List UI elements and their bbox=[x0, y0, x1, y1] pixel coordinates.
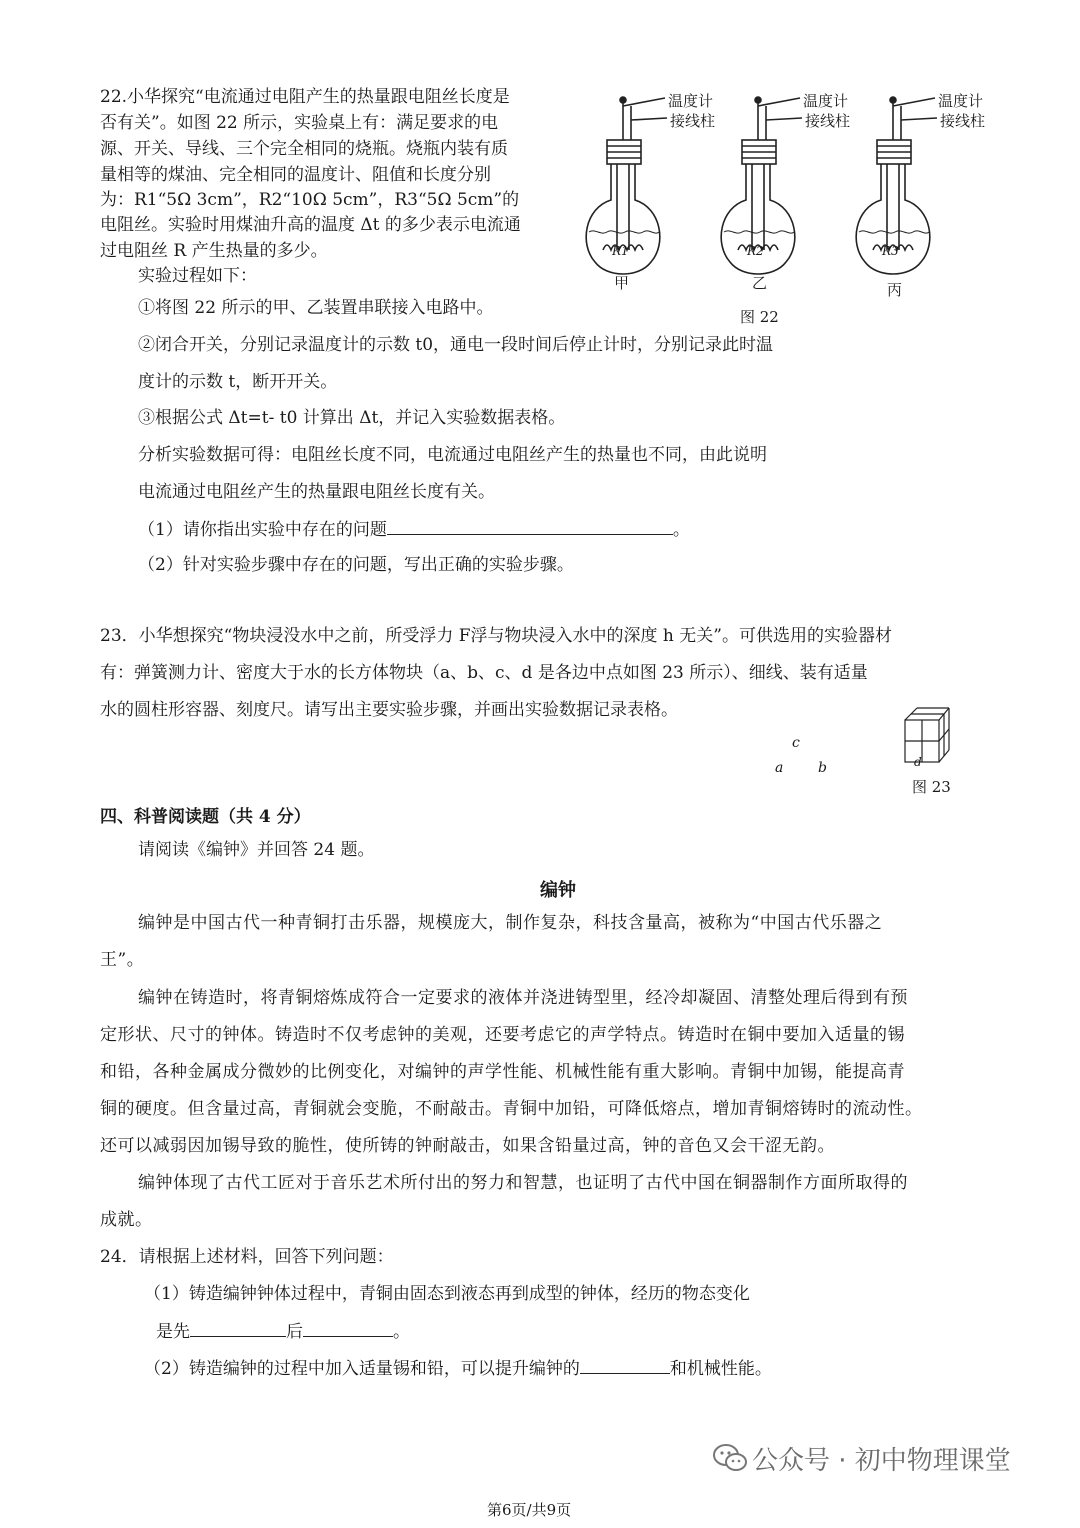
q24-sub-1-mid: 后 bbox=[286, 1322, 303, 1342]
q22-sub-1-end: 。 bbox=[672, 520, 690, 540]
q22-line-3: 源、开关、导线、三个完全相同的烧瓶。烧瓶内装有质 bbox=[100, 139, 508, 159]
fig23-label-c: c bbox=[792, 735, 800, 751]
article-p1-line-1: 编钟是中国古代一种青铜打击乐器，规模庞大，制作复杂，科技含量高，被称为“中国古代乐器之 bbox=[138, 913, 883, 933]
article-p1-line-2: 王”。 bbox=[100, 950, 145, 970]
section-4-intro: 请阅读《编钟》并回答 24 题。 bbox=[138, 840, 375, 860]
page-footer: 第6页/共9页 bbox=[487, 1501, 572, 1519]
q22-process-title: 实验过程如下： bbox=[138, 266, 257, 286]
fig22-jia-thermometer-label: 温度计 bbox=[668, 92, 714, 110]
q22-line-2: 否有关”。如图 22 所示，实验桌上有：满足要求的电 bbox=[100, 113, 499, 133]
wechat-icon bbox=[712, 1442, 748, 1474]
article-title: 编钟 bbox=[540, 880, 576, 901]
q23-line-1: 23．小华想探究“物块浸没水中之前，所受浮力 F浮与物块浸入水中的深度 h 无关”。可供选用的实验器材 bbox=[100, 626, 892, 646]
fig23-label-a: a bbox=[775, 760, 784, 776]
fig22-jia-terminal-label: 接线柱 bbox=[670, 112, 716, 130]
q22-line-6: 电阻丝。实验时用煤油升高的温度 Δt 的多少表示电流通 bbox=[100, 215, 521, 235]
fig22-name-yi: 乙 bbox=[752, 274, 768, 292]
q22-step-2b: 度计的示数 t，断开开关。 bbox=[138, 372, 338, 392]
article-p2-line-3: 和铅，各种金属成分微妙的比例变化，对编钟的声学性能、机械性能有重大影响。青铜中加锡，能提高青 bbox=[100, 1062, 905, 1082]
fig22-name-jia: 甲 bbox=[614, 274, 630, 292]
article-p3-line-2: 成就。 bbox=[100, 1210, 153, 1230]
q24-sub-1-pre: 是先 bbox=[156, 1322, 190, 1342]
section-4-heading: 四、科普阅读题（共 4 分） bbox=[100, 807, 311, 827]
fig22-caption: 图 22 bbox=[740, 308, 779, 326]
figure-23-block bbox=[903, 704, 951, 766]
q22-sub-2: （2）针对实验步骤中存在的问题，写出正确的实验步骤。 bbox=[138, 555, 574, 575]
fig23-caption: 图 23 bbox=[912, 778, 951, 796]
fig22-resistor-r3: R3 bbox=[882, 244, 899, 258]
q24-sub-2-post: 和机械性能。 bbox=[669, 1359, 772, 1379]
q24-stem: 24．请根据上述材料，回答下列问题： bbox=[100, 1247, 394, 1267]
q22-sub-1-text: （1）请你指出实验中存在的问题 bbox=[138, 520, 387, 540]
fig22-yi-terminal-label: 接线柱 bbox=[805, 112, 851, 130]
q22-line-1: 22.小华探究“电流通过电阻产生的热量跟电阻丝长度是 bbox=[100, 87, 510, 107]
q22-step-1: ①将图 22 所示的甲、乙装置串联接入电路中。 bbox=[138, 298, 494, 318]
q24-sub-1-line-2 bbox=[156, 1320, 410, 1343]
article-p2-line-2: 定形状、尺寸的钟体。铸造时不仅考虑钟的美观，还要考虑它的声学特点。铸造时在铜中要加入适量的锡 bbox=[100, 1025, 905, 1045]
q22-line-7: 过电阻丝 R 产生热量的多少。 bbox=[100, 241, 328, 261]
fig22-name-bing: 丙 bbox=[887, 281, 903, 299]
watermark-text: 公众号 · 初中物理课堂 bbox=[752, 1446, 1011, 1476]
q22-step-3: ③根据公式 Δt=t- t0 计算出 Δt，并记入实验数据表格。 bbox=[138, 408, 566, 428]
fig22-bing-terminal-label: 接线柱 bbox=[940, 112, 986, 130]
q22-analysis-b: 电流通过电阻丝产生的热量跟电阻丝长度有关。 bbox=[138, 482, 495, 502]
q22-line-5: 为：R1“5Ω 3cm”，R2“10Ω 5cm”，R3“5Ω 5cm”的 bbox=[100, 190, 520, 210]
q24-sub-1-end: 。 bbox=[393, 1322, 410, 1342]
q22-line-4: 量相等的煤油、完全相同的温度计、阻值和长度分别 bbox=[100, 165, 491, 185]
article-p2-line-5: 还可以减弱因加锡导致的脆性，使所铸的钟耐敲击，如果含铅量过高，钟的音色又会干涩无韵。 bbox=[100, 1136, 835, 1156]
q22-sub-1 bbox=[138, 518, 690, 541]
article-p3-line-1: 编钟体现了古代工匠对于音乐艺术所付出的努力和智慧，也证明了古代中国在铜器制作方面所取得的 bbox=[138, 1173, 908, 1193]
article-p2-line-1: 编钟在铸造时，将青铜熔炼成符合一定要求的液体并浇进铸型里，经冷却凝固、清整处理后得到有预 bbox=[138, 988, 908, 1008]
fig23-label-b: b bbox=[818, 760, 827, 776]
fig23-label-d: d bbox=[914, 755, 922, 769]
fig22-yi-thermometer-label: 温度计 bbox=[803, 92, 849, 110]
q22-step-2a: ②闭合开关，分别记录温度计的示数 t0，通电一段时间后停止计时，分别记录此时温 bbox=[138, 335, 774, 355]
fig22-bing-thermometer-label: 温度计 bbox=[938, 92, 984, 110]
q24-blank-first-change[interactable] bbox=[190, 1320, 286, 1337]
q22-analysis-a: 分析实验数据可得：电阻丝长度不同，电流通过电阻丝产生的热量也不同，由此说明 bbox=[138, 445, 767, 465]
q24-sub-2 bbox=[144, 1357, 772, 1380]
fig22-resistor-r2: R2 bbox=[747, 244, 764, 258]
q23-line-3: 水的圆柱形容器、刻度尺。请写出主要实验步骤，并画出实验数据记录表格。 bbox=[100, 700, 678, 720]
q23-line-2: 有：弹簧测力计、密度大于水的长方体物块（a、b、c、d 是各边中点如图 23 所示）、细线、装有适量 bbox=[100, 663, 868, 683]
article-p2-line-4: 铜的硬度。但含量过高，青铜就会变脆，不耐敲击。青铜中加铅，可降低熔点，增加青铜熔铸时的流动性。 bbox=[100, 1099, 923, 1119]
q24-blank-performance[interactable] bbox=[580, 1357, 670, 1374]
q24-blank-second-change[interactable] bbox=[303, 1320, 393, 1337]
q24-sub-2-pre: （2）铸造编钟的过程中加入适量锡和铅，可以提升编钟的 bbox=[144, 1359, 580, 1379]
figure-22 bbox=[575, 92, 995, 332]
fig22-resistor-r1: R1 bbox=[612, 244, 629, 258]
q22-sub-1-answer-blank[interactable] bbox=[387, 518, 673, 535]
q24-sub-1-line-1: （1）铸造编钟钟体过程中，青铜由固态到液态再到成型的钟体，经历的物态变化 bbox=[144, 1284, 750, 1304]
